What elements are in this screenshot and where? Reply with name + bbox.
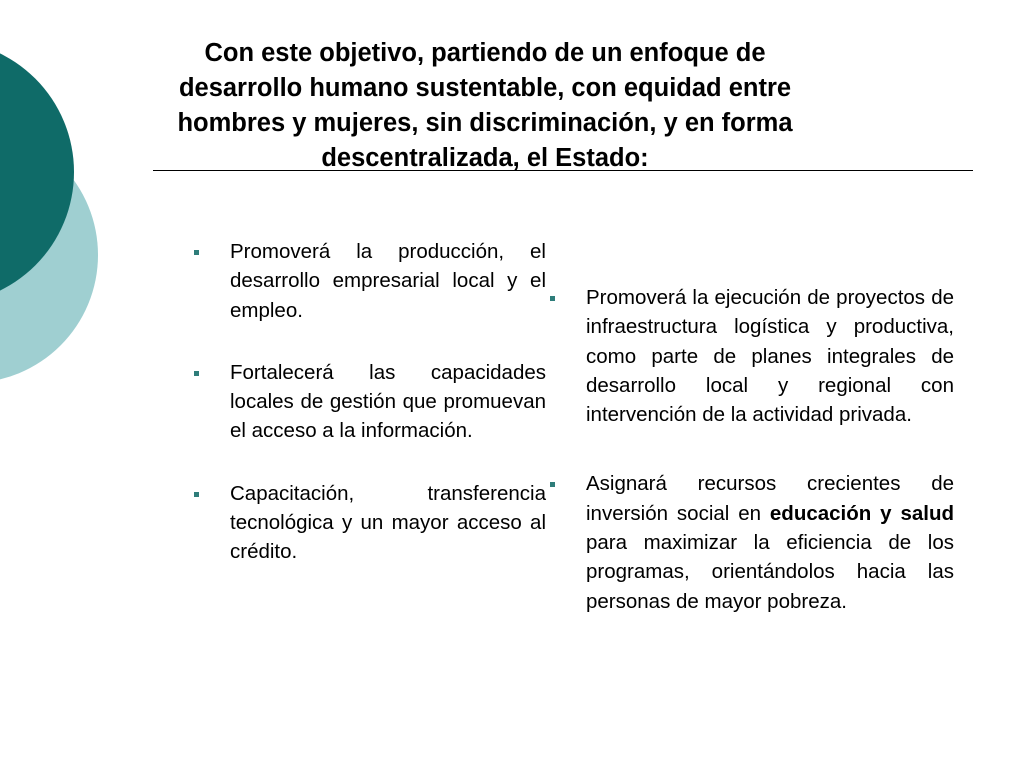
right-bullet-item: [546, 283, 954, 429]
left-bullet-item: [190, 237, 546, 325]
square-bullet-icon: [550, 296, 555, 301]
left-bullet-list: [190, 237, 546, 567]
square-bullet-icon: [194, 492, 199, 497]
bullet-text: Promoverá la producción, el desarrollo empresarial local y el empleo.: [230, 240, 546, 322]
left-bullet-item: [190, 358, 546, 446]
right-bullet-item: [546, 469, 954, 615]
decorative-circles: [0, 0, 120, 420]
bullet-text: Promoverá la ejecución de proyectos de infraestructura logística y productiva, como parte de planes integrales de desarrollo local y regional con intervención de la actividad privada.: [586, 286, 954, 427]
left-bullet-item: [190, 479, 546, 567]
bullet-text: Fortalecerá las capacidades locales de gestión que promuevan el acceso a la información.: [230, 360, 546, 443]
bullet-text-before: Asignará recursos crecientes de inversión social en: [586, 472, 954, 525]
square-bullet-icon: [550, 482, 555, 487]
bullet-text-emphasis: educación y salud: [769, 501, 954, 525]
title-divider: [153, 170, 973, 171]
right-bullet-list: [546, 283, 954, 616]
square-bullet-icon: [194, 371, 199, 376]
bullet-text: Capacitación, transferencia tecnológica y un mayor acceso al crédito.: [230, 481, 546, 564]
square-bullet-icon: [194, 250, 199, 255]
bullet-text-after: para maximizar la eficiencia de los programas, orientándolos hacia las personas de mayor pobreza.: [586, 531, 954, 613]
slide-title: Con este objetivo, partiendo de un enfoque de desarrollo humano sustentable, con equidad entre hombres y mujeres, sin discriminación, y en forma descentralizada, el Estado:: [177, 39, 793, 172]
